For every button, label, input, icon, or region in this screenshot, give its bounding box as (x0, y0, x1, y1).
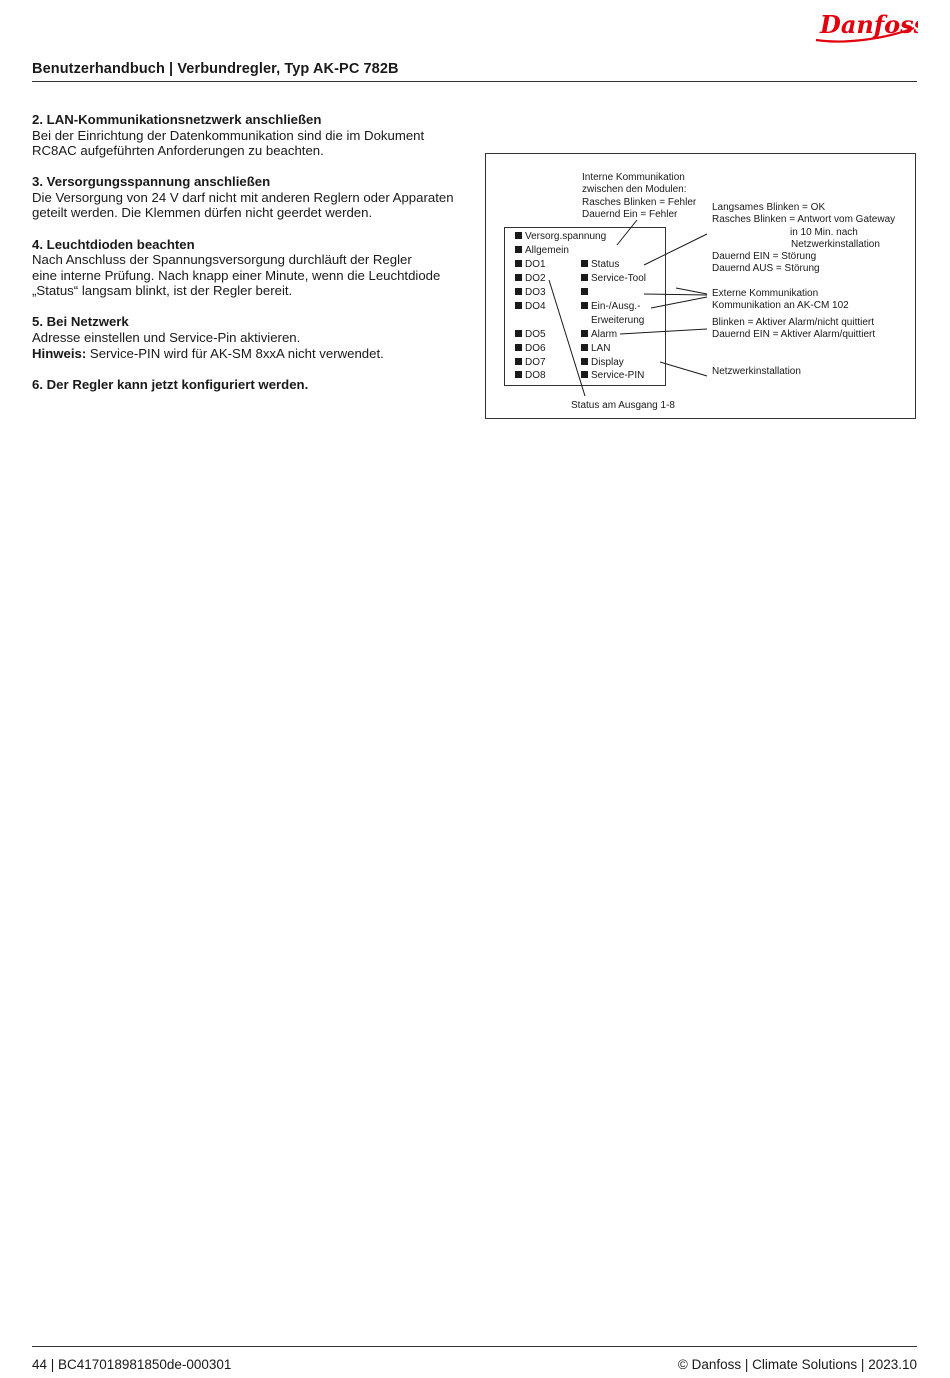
led-do2: DO2 (515, 273, 546, 285)
alarm-description: Blinken = Aktiver Alarm/nicht quittiert Dauernd EIN = Aktiver Alarm/quittiert (712, 317, 876, 341)
led-do4: DO4 (515, 301, 546, 313)
header-divider (32, 81, 917, 82)
led-square-icon (515, 260, 522, 267)
led-square-icon (515, 344, 522, 351)
led-supply: Versorg.spannung (515, 231, 606, 243)
led-do5: DO5 (515, 329, 546, 341)
led-square-icon (581, 260, 588, 267)
page-header-title: Benutzerhandbuch | Verbundregler, Typ AK-PC 782B (32, 61, 399, 77)
section-network (32, 314, 472, 361)
section-heading: 3. Versorgungsspannung anschließen (32, 174, 271, 190)
section-heading: 2. LAN-Kommunikationsnetzwerk anschließen (32, 112, 322, 127)
led-square-icon (515, 288, 522, 295)
led-status: Status (581, 259, 619, 271)
led-do7: DO7 (515, 357, 546, 369)
led-do8: DO8 (515, 370, 546, 382)
led-square-icon (581, 330, 588, 337)
svg-text:Danfoss: Danfoss (820, 10, 918, 39)
footer-copyright: © Danfoss | Climate Solutions | 2023.10 (677, 1357, 917, 1372)
danfoss-logo-mark (812, 4, 918, 48)
led-service-tool: Service-Tool (581, 273, 646, 285)
section-line: Die Versorgung von 24 V darf nicht mit anderen Reglern oder Apparaten (32, 189, 454, 205)
section-heading: 6. Der Regler kann jetzt konfiguriert werden. (32, 376, 309, 392)
led-do3: DO3 (515, 287, 546, 299)
section-line: RC8AC aufgeführten Anforderungen zu beachten. (32, 143, 324, 159)
led-square-icon (581, 288, 588, 295)
led-external (581, 287, 591, 299)
note-label: Hinweis: (32, 345, 87, 361)
network-install-label: Netzwerkinstallation (712, 366, 801, 377)
led-alarm: Alarm (581, 329, 617, 341)
status-description: Langsames Blinken = OK Rasches Blinken = Antwort vom Gateway in 10 Min. nach Netzwerkinstallation Dauernd EIN = Störung Dauernd AUS = Störung (712, 202, 896, 275)
led-square-icon (515, 274, 522, 281)
led-square-icon (581, 371, 588, 378)
led-square-icon (515, 302, 522, 309)
led-square-icon (515, 330, 522, 337)
instructions-column (32, 112, 472, 408)
led-do6: DO6 (515, 343, 546, 355)
led-service-pin: Service-PIN (581, 370, 644, 382)
section-line: Bei der Einrichtung der Datenkommunikation sind die im Dokument (32, 127, 425, 143)
led-square-icon (581, 358, 588, 365)
external-comm-description: Externe Kommunikation Kommunikation an AK-CM 102 (712, 288, 849, 312)
section-configure (32, 377, 472, 393)
section-line: Adresse einstellen und Service-Pin aktivieren. (32, 330, 301, 346)
internal-comm-label: Interne Kommunikation zwischen den Modulen: Rasches Blinken = Fehler Dauernd Ein = Fehler (582, 172, 697, 220)
section-line: eine interne Prüfung. Nach knapp einer Minute, wenn die Leuchtdiode (32, 267, 441, 283)
section-note (32, 346, 472, 362)
note-text: Service-PIN wird für AK-SM 8xxA nicht verwendet. (86, 345, 384, 361)
status-output-label: Status am Ausgang 1-8 (571, 400, 675, 411)
section-leds (32, 237, 472, 299)
danfoss-logo (812, 4, 918, 48)
section-supply (32, 174, 472, 221)
led-square-icon (515, 232, 522, 239)
footer-page-doc-number: 44 | BC417018981850de-000301 (32, 1357, 232, 1372)
footer-divider (32, 1346, 917, 1347)
led-square-icon (515, 371, 522, 378)
led-do1: DO1 (515, 259, 546, 271)
section-lan (32, 112, 472, 159)
led-general: Allgemein (515, 245, 569, 257)
section-heading: 4. Leuchtdioden beachten (32, 236, 195, 252)
led-display: Display (581, 357, 624, 369)
led-lan: LAN (581, 343, 610, 355)
led-square-icon (581, 274, 588, 281)
led-square-icon (515, 246, 522, 253)
led-square-icon (581, 302, 588, 309)
led-io-extension-cont: Erweiterung (591, 315, 645, 326)
led-io-extension: Ein-/Ausg.- (581, 301, 640, 313)
section-line: geteilt werden. Die Klemmen dürfen nicht geerdet werden. (32, 205, 373, 221)
led-square-icon (581, 344, 588, 351)
section-heading: 5. Bei Netzwerk (32, 314, 129, 330)
led-square-icon (515, 358, 522, 365)
section-line: „Status“ langsam blinkt, ist der Regler bereit. (32, 283, 293, 299)
section-line: Nach Anschluss der Spannungsversorgung durchläuft der Regler (32, 252, 412, 268)
